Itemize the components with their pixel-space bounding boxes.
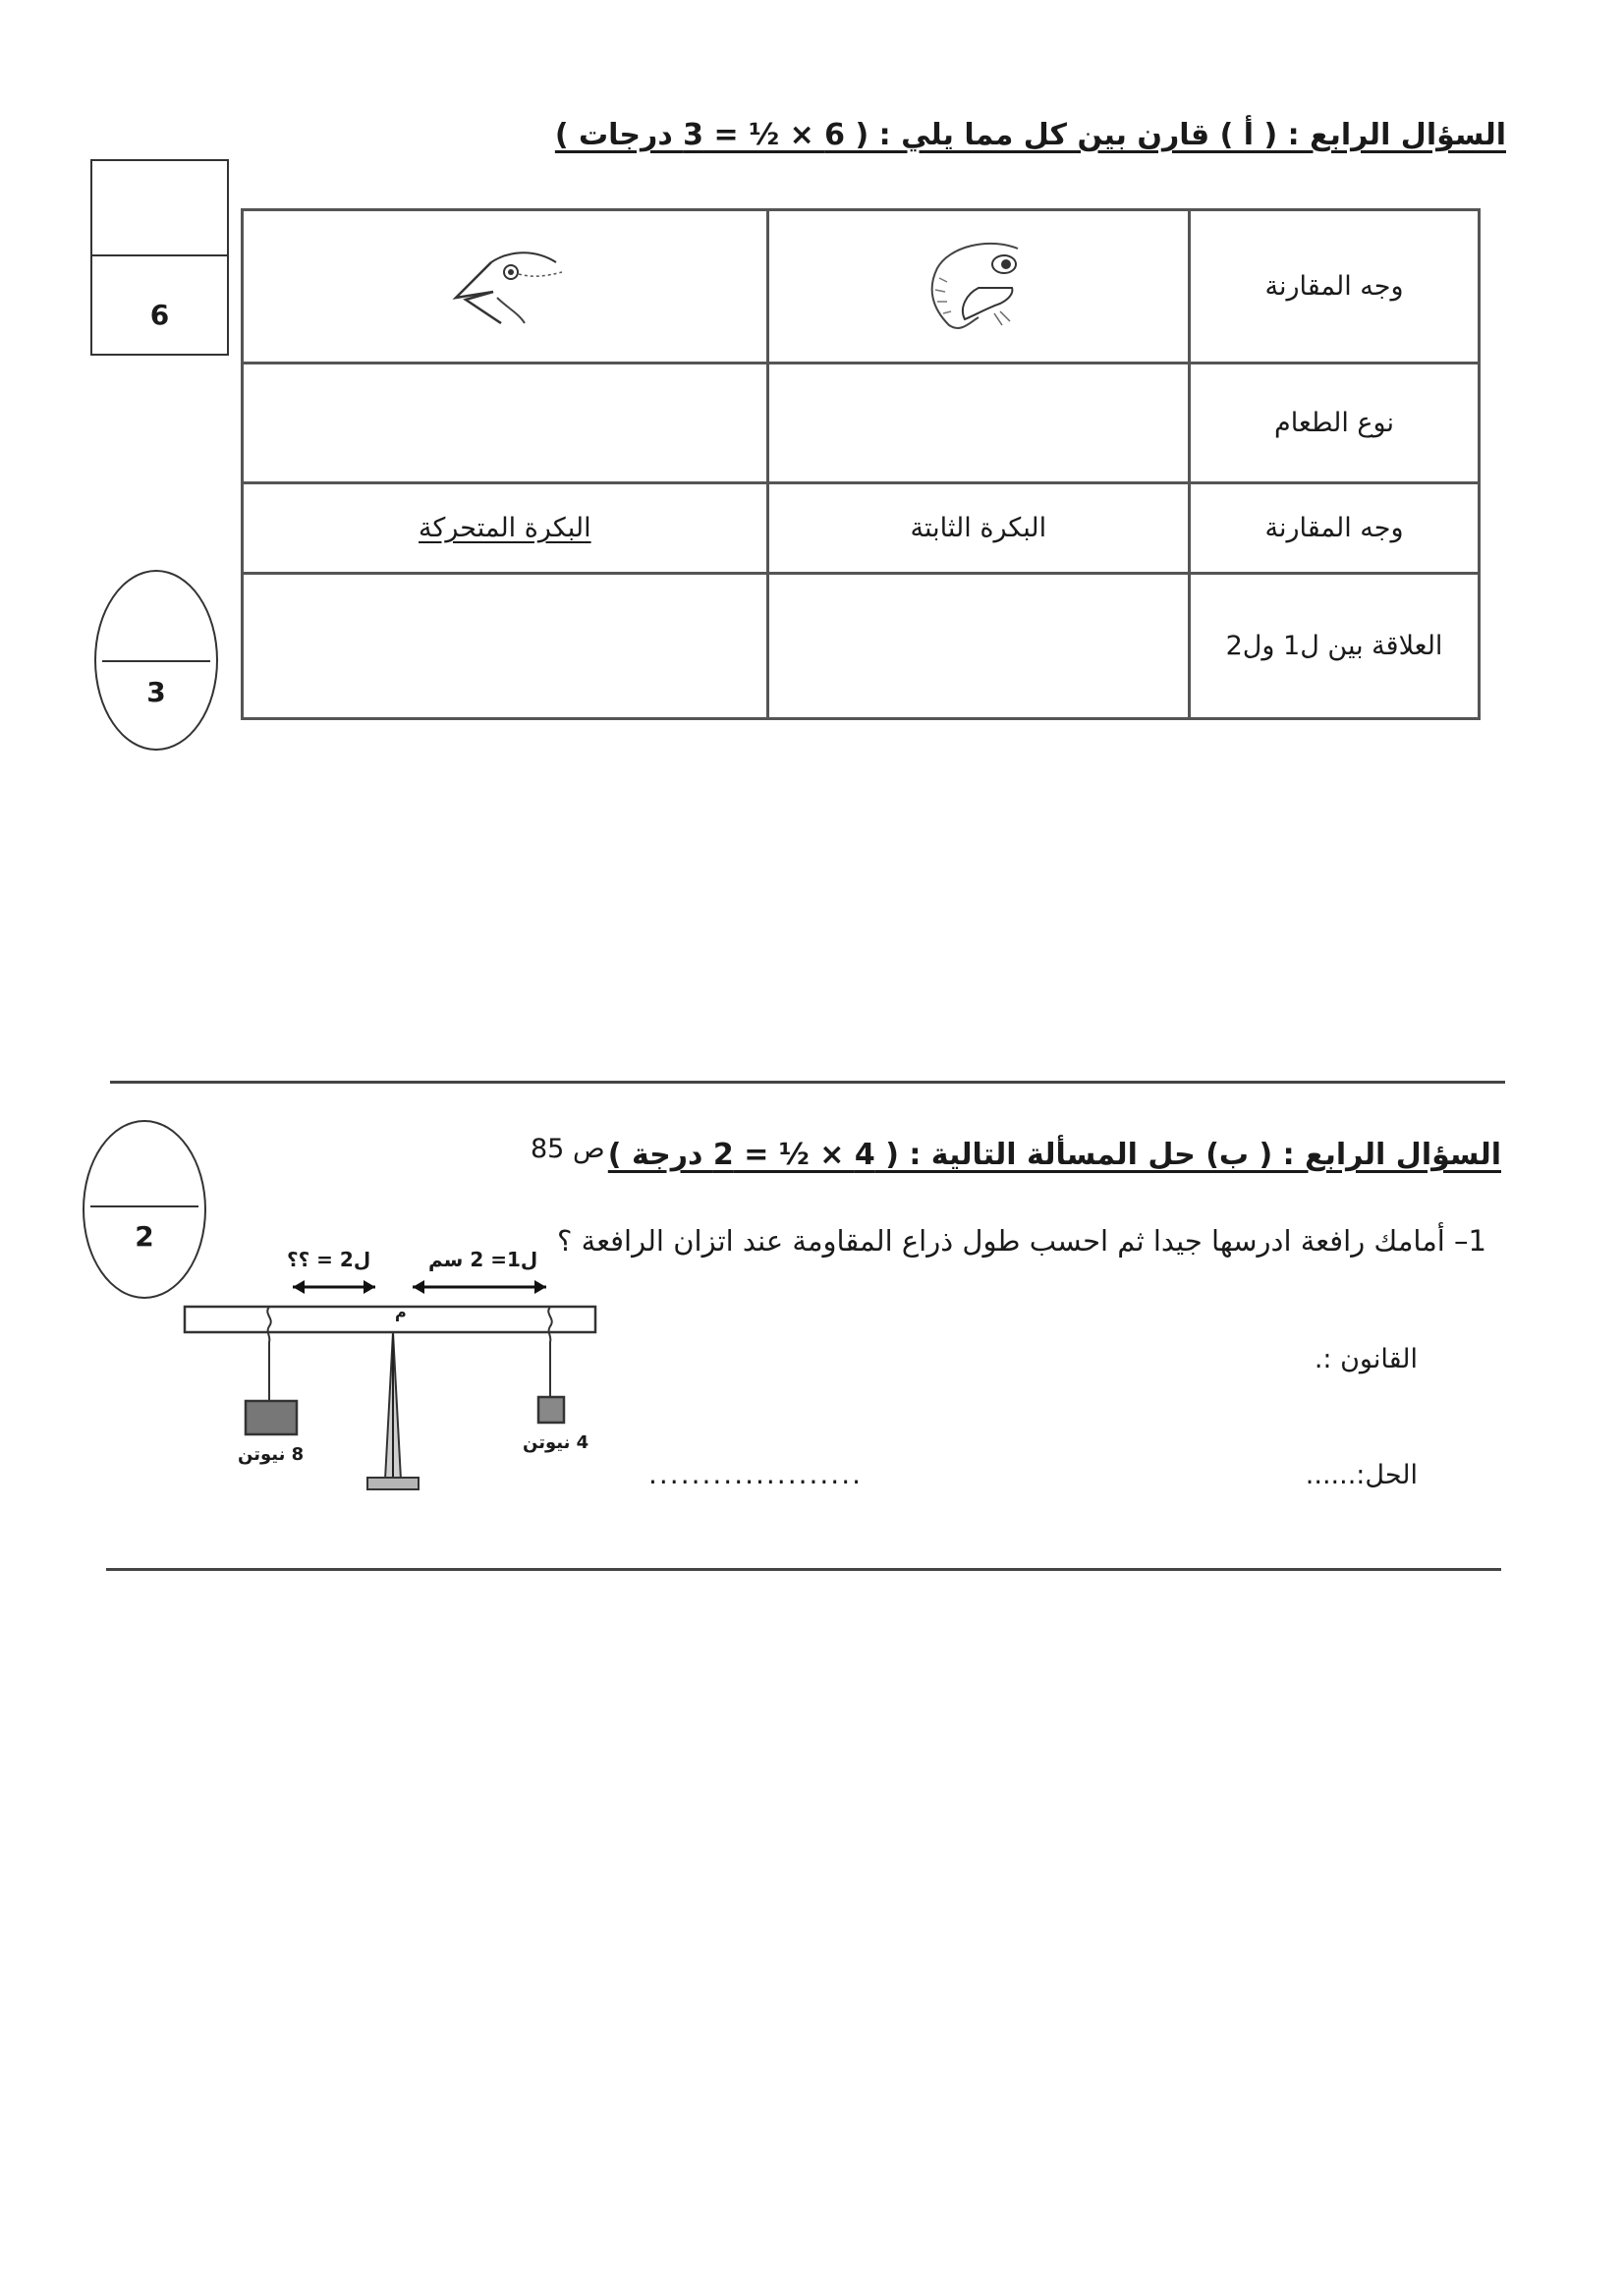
solution-label: الحل:......	[1305, 1460, 1418, 1490]
table-row	[243, 574, 1480, 719]
score-oval-a	[94, 570, 218, 751]
table-cell	[243, 364, 768, 483]
table-cell-label: نوع الطعام	[1190, 364, 1480, 483]
divider-bottom	[106, 1568, 1501, 1571]
table-cell	[767, 364, 1189, 483]
law-label: القانون :.	[1314, 1344, 1418, 1374]
table-cell-label: وجه المقارنة	[1190, 483, 1480, 574]
table-cell-fixed-pulley: البكرة الثابتة	[767, 483, 1189, 574]
arm1-label: ل1= 2 سم	[428, 1248, 538, 1271]
eagle-beak-icon	[910, 229, 1047, 337]
score-oval-b-value: 2	[135, 1220, 154, 1253]
eagle-beak-image	[767, 210, 1189, 364]
score-box-value: 6	[149, 299, 170, 331]
answer-dots: ....................	[648, 1458, 864, 1490]
table-row	[243, 483, 1480, 574]
table-row	[243, 210, 1480, 364]
seed-eater-beak-image	[243, 210, 768, 364]
table-cell-label: العلاقة بين ل1 ول2	[1190, 574, 1480, 719]
table-cell	[767, 574, 1189, 719]
table-cell-label: وجه المقارنة	[1190, 210, 1480, 364]
table-cell-movable-pulley: البكرة المتحركة	[243, 483, 768, 574]
score-box	[90, 159, 229, 356]
comparison-table	[241, 208, 1481, 720]
left-weight-label: 8 نيوتن	[238, 1444, 305, 1465]
page-reference: ص 85	[531, 1134, 605, 1164]
section-b-title: السؤال الرابع : ( ب) حل المسألة التالية : ( 4 × ½ = 2 درجة )	[607, 1138, 1501, 1172]
seed-beak-icon	[436, 229, 574, 337]
arm2-label: ل2 = ؟؟	[287, 1248, 371, 1271]
divider-top	[110, 1081, 1505, 1084]
question-text: 1– أمامك رافعة ادرسها جيدا ثم احسب طول ذراع المقاومة عند اتزان الرافعة ؟	[557, 1224, 1486, 1258]
section-a-title: السؤال الرابع : ( أ ) قارن بين كل مما يلي : ( 6 × ½ = 3 درجات )	[554, 118, 1506, 152]
table-row	[243, 364, 1480, 483]
lever-diagram	[177, 1236, 609, 1501]
score-oval-a-value: 3	[146, 676, 166, 708]
right-weight-label: 4 نيوتن	[523, 1432, 589, 1453]
fulcrum-label: م	[395, 1303, 407, 1321]
table-cell	[243, 574, 768, 719]
